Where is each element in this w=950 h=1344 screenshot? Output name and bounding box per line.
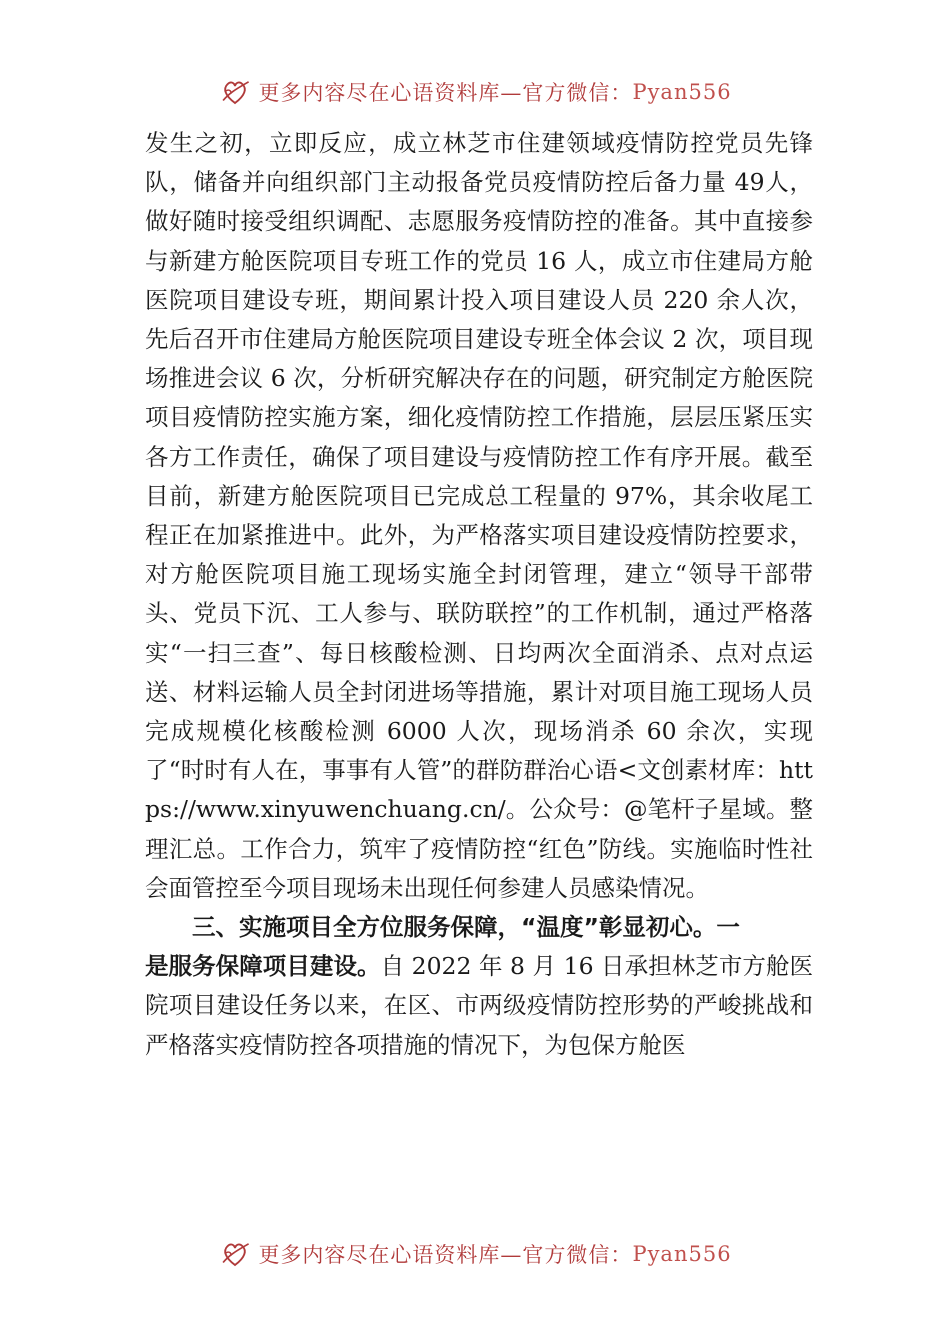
document-body <box>145 124 813 1065</box>
watermark-text: 更多内容尽在心语资料库—官方微信： <box>258 81 633 105</box>
watermark-banner-bottom <box>0 1232 950 1276</box>
watermark-contact: Pyan556 <box>632 1242 732 1266</box>
paragraph-2-text: 自 2022 年 8 月 16 日承担林芝市方舱医院项目建设任务以来，在区、市两级疫情防控形势的严峻挑战和严格落实疫情防控各项措施的情况下，为包保方舱医 <box>145 952 813 1059</box>
section-heading: 三、实施项目全方位服务保障，“温度”彰显初心。一 <box>192 913 740 942</box>
body-paragraph-2 <box>145 947 813 1065</box>
watermark-text: 更多内容尽在心语资料库—官方微信： <box>258 1243 633 1267</box>
watermark-contact: Pyan556 <box>632 80 732 104</box>
handwritten-hearts-logo-icon <box>218 1237 252 1271</box>
body-paragraph-1: 发生之初，立即反应，成立林芝市住建领域疫情防控党员先锋队，储备并向组织部门主动报备党员疫情防控后备力量 49人，做好随时接受组织调配、志愿服务疫情防控的准备。其中直接参与新建方舱医院项目专班工作的党员 16 人，成立市住建局方舱医院项目建设专班，期间累计投入项目建设人员 220 余人次，先后召开市住建局方舱医院项目建设专班全体会议 2 次，项目现场推进会议 6 次，分析研究解决存在的问题，研究制定方舱医院项目疫情防控实施方案，细化疫情防控工作措施，层层压紧压实各方工作责任，确保了项目建设与疫情防控工作有序开展。截至目前，新建方舱医院项目已完成总工程量的 97%，其余收尾工程正在加紧推进中。此外，为严格落实项目建设疫情防控要求，对方舱医院项目施工现场实施全封闭管理，建立“领导干部带头、党员下沉、工人参与、联防联控”的工作机制，通过严格落实“一扫三查”、每日核酸检测、日均两次全面消杀、点对点运送、材料运输人员全封闭进场等措施，累计对项目施工现场人员完成规模化核酸检测 6000 人次，现场消杀 60 余次，实现了“时时有人在，事事有人管”的群防群治心语<文创素材库：https://www.xinyuwenchuang.cn/。公众号：@笔杆子星域。整理汇总。工作合力，筑牢了疫情防控“红色”防线。实施临时性社会面管控至今项目现场未出现任何参建人员感染情况。 <box>145 129 813 902</box>
handwritten-hearts-logo-icon <box>218 75 252 109</box>
bold-lead-sentence: 是服务保障项目建设。 <box>145 952 381 981</box>
watermark-banner-top <box>0 70 950 114</box>
